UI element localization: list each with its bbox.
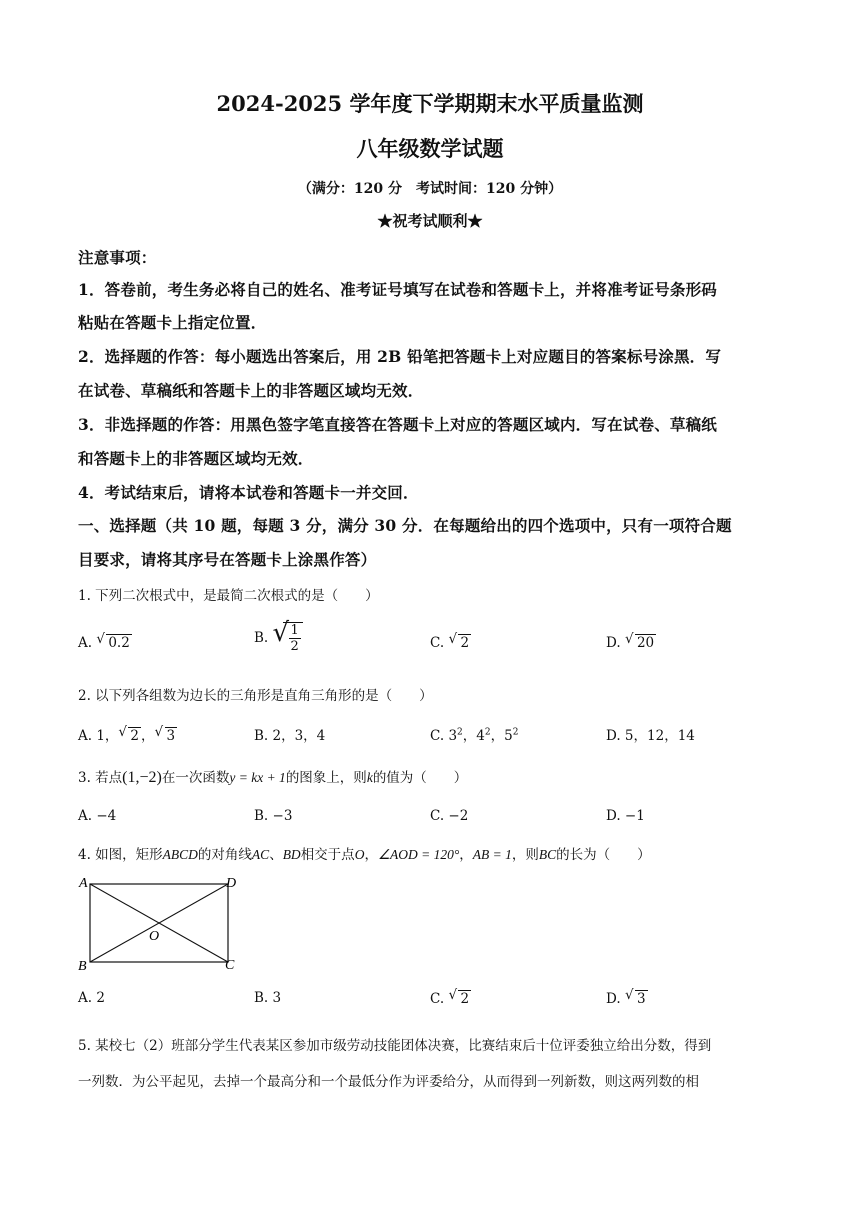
question-4-stem: 4. 如图，矩形ABCD的对角线AC、BD相交于点O，∠AOD = 120°，AB = 1，则BC的长为（ ）: [78, 847, 651, 863]
q3-option-a: A. −4: [78, 808, 117, 824]
question-1-stem: 1. 下列二次根式中，是最简二次根式的是（ ）: [78, 588, 379, 604]
q1-option-d: D. √ 20: [606, 631, 655, 651]
rectangle-figure: [76, 872, 246, 974]
note-line: 1．答卷前，考生务必将自己的姓名、准考证号填写在试卷和答题卡上，并将准考证号条形码: [78, 280, 717, 299]
question-5-stem: 5. 某校七（2）班部分学生代表某区参加市级劳动技能团体决赛，比赛结束后十位评委独立给出分数，得到: [78, 1038, 712, 1054]
q1-option-a: A. √ 0.2: [78, 631, 130, 651]
label-c: C: [225, 958, 235, 973]
note-line: 3．非选择题的作答：用黑色签字笔直接答在答题卡上对应的答题区域内．写在试卷、草稿纸: [78, 415, 717, 434]
question-2-stem: 2. 以下列各组数为边长的三角形是直角三角形的是（ ）: [78, 688, 433, 704]
section-heading-cont: 目要求，请将其序号在答题卡上涂黑作答）: [78, 550, 377, 569]
note-line: 粘贴在答题卡上指定位置．: [78, 313, 267, 332]
q4-option-d: D. √ 3: [606, 987, 646, 1007]
q3-option-b: B. −3: [254, 808, 293, 824]
q2-option-a: A. 1， √ 2 ， √ 3: [78, 724, 176, 744]
label-b: B: [78, 959, 87, 974]
q4-option-b: B. 3: [254, 990, 282, 1006]
note-line: 和答题卡上的非答题区域均无效．: [78, 449, 314, 468]
q4-option-a: A. 2: [78, 990, 105, 1006]
q1-option-c: C. √ 2: [430, 631, 470, 651]
good-luck-line: ★祝考试顺利★: [377, 212, 483, 230]
note-line: 2．选择题的作答：每小题选出答案后，用 2B 铅笔把答题卡上对应题目的答案标号涂黑．写: [78, 347, 722, 366]
sqrt-fraction-expression: √ $\frac{1}{2}$: [273, 622, 303, 654]
exam-info: （满分：120 分 考试时间：120 分钟）: [297, 181, 563, 197]
exam-title: 2024-2025 学年度下学期期末水平质量监测: [216, 91, 644, 116]
question-5-stem-cont: 一列数．为公平起见，去掉一个最高分和一个最低分作为评委给分，从而得到一列新数，则这两列数的相: [78, 1074, 699, 1090]
note-line: 在试卷、草稿纸和答题卡上的非答题区域均无效．: [78, 381, 424, 400]
q2-option-b: B. 2，3，4: [254, 728, 326, 744]
q3-option-c: C. −2: [430, 808, 469, 824]
q1-option-b: B. √ $\frac{1}{2}$: [254, 622, 303, 654]
q2-option-c: C. $3^2$，$4^2$，$5^2$: [430, 727, 519, 744]
q3-option-d: D. −1: [606, 808, 645, 824]
sqrt-expression: √ 0.2: [96, 631, 130, 651]
q2-option-d: D. 5，12，14: [606, 728, 695, 744]
question-3-stem: 3. 若点(1,−2)在一次函数y = kx + 1的图象上，则k的值为（ ）: [78, 769, 468, 786]
notes-heading: 注意事项：: [78, 248, 157, 267]
label-o: O: [149, 929, 160, 944]
label-a: A: [79, 876, 88, 891]
label-d: D: [226, 876, 237, 891]
exam-subtitle: 八年级数学试题: [356, 136, 504, 161]
q4-option-c: C. √ 2: [430, 987, 470, 1007]
section-heading: 一、选择题（共 10 题，每题 3 分，满分 30 分．在每题给出的四个选项中，只有一项符合题: [78, 516, 732, 535]
note-line: 4．考试结束后，请将本试卷和答题卡一并交回．: [78, 483, 419, 502]
